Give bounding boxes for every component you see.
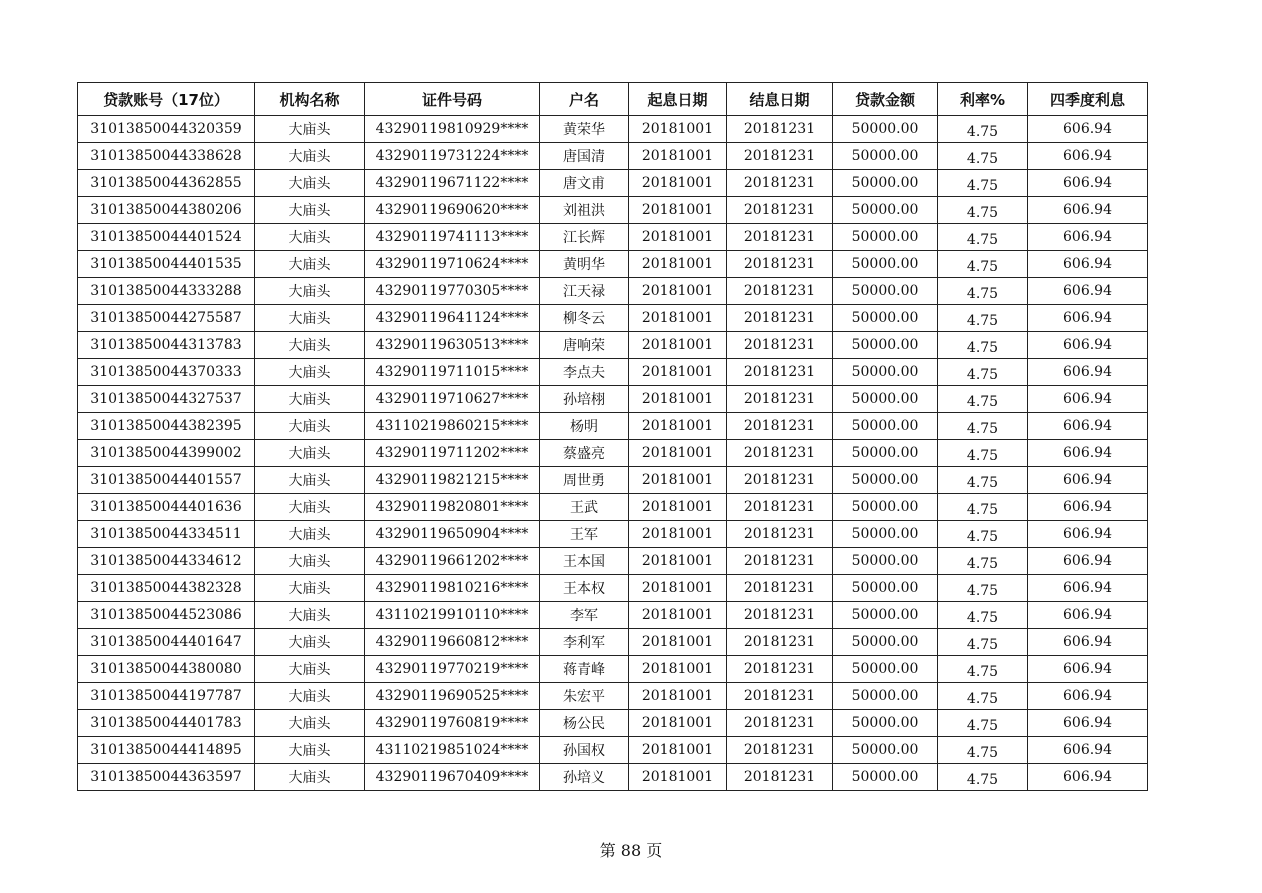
q4-interest-cell: 606.94 bbox=[1028, 440, 1148, 467]
interest-rate-value: 4.75 bbox=[966, 664, 999, 680]
header-interest-rate: 利率% bbox=[938, 83, 1028, 116]
table-row bbox=[78, 116, 1148, 143]
loan-account-cell: 31013850044401783 bbox=[78, 710, 255, 737]
q4-interest-cell: 606.94 bbox=[1028, 602, 1148, 629]
account-name-cell: 孙培栩 bbox=[540, 386, 629, 413]
loan-amount-cell: 50000.00 bbox=[833, 116, 938, 143]
start-date-cell: 20181001 bbox=[629, 332, 727, 359]
q4-interest-cell: 606.94 bbox=[1028, 575, 1148, 602]
interest-rate-cell bbox=[938, 386, 1028, 413]
loan-amount-cell: 50000.00 bbox=[833, 197, 938, 224]
table-row bbox=[78, 548, 1148, 575]
end-date-cell: 20181231 bbox=[727, 575, 833, 602]
header-loan-account: 贷款账号（17位） bbox=[78, 83, 255, 116]
interest-rate-value: 4.75 bbox=[966, 205, 999, 221]
account-name-cell: 孙国权 bbox=[540, 737, 629, 764]
start-date-cell: 20181001 bbox=[629, 251, 727, 278]
header-id-number: 证件号码 bbox=[365, 83, 540, 116]
interest-rate-value: 4.75 bbox=[966, 745, 999, 761]
interest-rate-value: 4.75 bbox=[966, 583, 999, 599]
loan-account-cell: 31013850044327537 bbox=[78, 386, 255, 413]
loan-amount-cell: 50000.00 bbox=[833, 305, 938, 332]
start-date-cell: 20181001 bbox=[629, 224, 727, 251]
loan-account-cell: 31013850044320359 bbox=[78, 116, 255, 143]
end-date-cell: 20181231 bbox=[727, 602, 833, 629]
institution-cell: 大庙头 bbox=[255, 386, 365, 413]
account-name-cell: 刘祖洪 bbox=[540, 197, 629, 224]
id-number-cell: 43290119630513**** bbox=[365, 332, 540, 359]
loan-account-cell: 31013850044380080 bbox=[78, 656, 255, 683]
institution-cell: 大庙头 bbox=[255, 170, 365, 197]
interest-rate-value: 4.75 bbox=[966, 367, 999, 383]
table-row bbox=[78, 494, 1148, 521]
loan-account-cell: 31013850044370333 bbox=[78, 359, 255, 386]
loan-account-cell: 31013850044401636 bbox=[78, 494, 255, 521]
id-number-cell: 43110219851024**** bbox=[365, 737, 540, 764]
header-loan-amount: 贷款金额 bbox=[833, 83, 938, 116]
loan-account-cell: 31013850044399002 bbox=[78, 440, 255, 467]
loan-amount-cell: 50000.00 bbox=[833, 251, 938, 278]
end-date-cell: 20181231 bbox=[727, 170, 833, 197]
interest-rate-cell bbox=[938, 494, 1028, 521]
loan-amount-cell: 50000.00 bbox=[833, 602, 938, 629]
loan-amount-cell: 50000.00 bbox=[833, 629, 938, 656]
start-date-cell: 20181001 bbox=[629, 143, 727, 170]
start-date-cell: 20181001 bbox=[629, 656, 727, 683]
interest-rate-cell bbox=[938, 467, 1028, 494]
start-date-cell: 20181001 bbox=[629, 548, 727, 575]
header-account-name: 户名 bbox=[540, 83, 629, 116]
q4-interest-cell: 606.94 bbox=[1028, 197, 1148, 224]
end-date-cell: 20181231 bbox=[727, 710, 833, 737]
loan-amount-cell: 50000.00 bbox=[833, 683, 938, 710]
id-number-cell: 43110219910110**** bbox=[365, 602, 540, 629]
end-date-cell: 20181231 bbox=[727, 305, 833, 332]
institution-cell: 大庙头 bbox=[255, 224, 365, 251]
start-date-cell: 20181001 bbox=[629, 575, 727, 602]
table-row bbox=[78, 440, 1148, 467]
table-row bbox=[78, 656, 1148, 683]
header-end-date: 结息日期 bbox=[727, 83, 833, 116]
account-name-cell: 王本权 bbox=[540, 575, 629, 602]
interest-rate-cell bbox=[938, 683, 1028, 710]
loan-amount-cell: 50000.00 bbox=[833, 656, 938, 683]
interest-rate-cell bbox=[938, 278, 1028, 305]
loan-amount-cell: 50000.00 bbox=[833, 413, 938, 440]
start-date-cell: 20181001 bbox=[629, 170, 727, 197]
interest-rate-cell bbox=[938, 602, 1028, 629]
loan-amount-cell: 50000.00 bbox=[833, 764, 938, 791]
q4-interest-cell: 606.94 bbox=[1028, 224, 1148, 251]
table-row bbox=[78, 413, 1148, 440]
q4-interest-cell: 606.94 bbox=[1028, 494, 1148, 521]
table-row bbox=[78, 359, 1148, 386]
interest-rate-value: 4.75 bbox=[966, 232, 999, 248]
loan-account-cell: 31013850044380206 bbox=[78, 197, 255, 224]
interest-rate-cell bbox=[938, 575, 1028, 602]
account-name-cell: 黄明华 bbox=[540, 251, 629, 278]
id-number-cell: 43290119760819**** bbox=[365, 710, 540, 737]
table-row bbox=[78, 602, 1148, 629]
table-row bbox=[78, 710, 1148, 737]
q4-interest-cell: 606.94 bbox=[1028, 683, 1148, 710]
interest-rate-value: 4.75 bbox=[966, 637, 999, 653]
end-date-cell: 20181231 bbox=[727, 359, 833, 386]
start-date-cell: 20181001 bbox=[629, 764, 727, 791]
start-date-cell: 20181001 bbox=[629, 305, 727, 332]
institution-cell: 大庙头 bbox=[255, 278, 365, 305]
q4-interest-cell: 606.94 bbox=[1028, 278, 1148, 305]
header-start-date: 起息日期 bbox=[629, 83, 727, 116]
loan-amount-cell: 50000.00 bbox=[833, 548, 938, 575]
interest-rate-cell bbox=[938, 224, 1028, 251]
end-date-cell: 20181231 bbox=[727, 143, 833, 170]
interest-rate-value: 4.75 bbox=[966, 151, 999, 167]
loan-account-cell: 31013850044275587 bbox=[78, 305, 255, 332]
interest-rate-value: 4.75 bbox=[966, 772, 999, 788]
interest-rate-cell bbox=[938, 332, 1028, 359]
institution-cell: 大庙头 bbox=[255, 251, 365, 278]
loan-amount-cell: 50000.00 bbox=[833, 224, 938, 251]
start-date-cell: 20181001 bbox=[629, 386, 727, 413]
institution-cell: 大庙头 bbox=[255, 359, 365, 386]
loan-amount-cell: 50000.00 bbox=[833, 278, 938, 305]
institution-cell: 大庙头 bbox=[255, 521, 365, 548]
q4-interest-cell: 606.94 bbox=[1028, 548, 1148, 575]
institution-cell: 大庙头 bbox=[255, 764, 365, 791]
interest-rate-cell bbox=[938, 710, 1028, 737]
institution-cell: 大庙头 bbox=[255, 413, 365, 440]
loan-account-cell: 31013850044362855 bbox=[78, 170, 255, 197]
institution-cell: 大庙头 bbox=[255, 737, 365, 764]
id-number-cell: 43290119690620**** bbox=[365, 197, 540, 224]
id-number-cell: 43290119660812**** bbox=[365, 629, 540, 656]
end-date-cell: 20181231 bbox=[727, 224, 833, 251]
end-date-cell: 20181231 bbox=[727, 332, 833, 359]
loan-account-cell: 31013850044414895 bbox=[78, 737, 255, 764]
account-name-cell: 蒋青峰 bbox=[540, 656, 629, 683]
institution-cell: 大庙头 bbox=[255, 143, 365, 170]
table-row bbox=[78, 332, 1148, 359]
table-row bbox=[78, 170, 1148, 197]
account-name-cell: 周世勇 bbox=[540, 467, 629, 494]
end-date-cell: 20181231 bbox=[727, 629, 833, 656]
q4-interest-cell: 606.94 bbox=[1028, 467, 1148, 494]
end-date-cell: 20181231 bbox=[727, 440, 833, 467]
account-name-cell: 王本国 bbox=[540, 548, 629, 575]
id-number-cell: 43290119820801**** bbox=[365, 494, 540, 521]
interest-rate-cell bbox=[938, 764, 1028, 791]
interest-rate-value: 4.75 bbox=[966, 421, 999, 437]
id-number-cell: 43290119690525**** bbox=[365, 683, 540, 710]
header-institution: 机构名称 bbox=[255, 83, 365, 116]
loan-amount-cell: 50000.00 bbox=[833, 737, 938, 764]
institution-cell: 大庙头 bbox=[255, 656, 365, 683]
account-name-cell: 杨公民 bbox=[540, 710, 629, 737]
interest-rate-cell bbox=[938, 170, 1028, 197]
loan-account-cell: 31013850044382328 bbox=[78, 575, 255, 602]
institution-cell: 大庙头 bbox=[255, 602, 365, 629]
id-number-cell: 43290119810216**** bbox=[365, 575, 540, 602]
table-row bbox=[78, 251, 1148, 278]
loan-account-cell: 31013850044334511 bbox=[78, 521, 255, 548]
interest-rate-cell bbox=[938, 197, 1028, 224]
q4-interest-cell: 606.94 bbox=[1028, 413, 1148, 440]
loan-amount-cell: 50000.00 bbox=[833, 386, 938, 413]
start-date-cell: 20181001 bbox=[629, 629, 727, 656]
id-number-cell: 43290119661202**** bbox=[365, 548, 540, 575]
interest-rate-value: 4.75 bbox=[966, 502, 999, 518]
start-date-cell: 20181001 bbox=[629, 710, 727, 737]
interest-rate-value: 4.75 bbox=[966, 691, 999, 707]
q4-interest-cell: 606.94 bbox=[1028, 116, 1148, 143]
loan-account-cell: 31013850044401647 bbox=[78, 629, 255, 656]
account-name-cell: 江长辉 bbox=[540, 224, 629, 251]
loan-amount-cell: 50000.00 bbox=[833, 332, 938, 359]
table-row bbox=[78, 278, 1148, 305]
account-name-cell: 江天禄 bbox=[540, 278, 629, 305]
interest-rate-value: 4.75 bbox=[966, 340, 999, 356]
interest-rate-value: 4.75 bbox=[966, 394, 999, 410]
id-number-cell: 43290119731224**** bbox=[365, 143, 540, 170]
interest-rate-cell bbox=[938, 116, 1028, 143]
account-name-cell: 朱宏平 bbox=[540, 683, 629, 710]
end-date-cell: 20181231 bbox=[727, 494, 833, 521]
loan-interest-table bbox=[77, 82, 1148, 791]
start-date-cell: 20181001 bbox=[629, 278, 727, 305]
loan-amount-cell: 50000.00 bbox=[833, 359, 938, 386]
q4-interest-cell: 606.94 bbox=[1028, 656, 1148, 683]
table-row bbox=[78, 143, 1148, 170]
id-number-cell: 43290119810929**** bbox=[365, 116, 540, 143]
table-header-row bbox=[78, 83, 1148, 116]
institution-cell: 大庙头 bbox=[255, 467, 365, 494]
end-date-cell: 20181231 bbox=[727, 197, 833, 224]
end-date-cell: 20181231 bbox=[727, 467, 833, 494]
table-row bbox=[78, 764, 1148, 791]
loan-account-cell: 31013850044382395 bbox=[78, 413, 255, 440]
interest-rate-cell bbox=[938, 440, 1028, 467]
institution-cell: 大庙头 bbox=[255, 710, 365, 737]
end-date-cell: 20181231 bbox=[727, 386, 833, 413]
end-date-cell: 20181231 bbox=[727, 251, 833, 278]
loan-account-cell: 31013850044313783 bbox=[78, 332, 255, 359]
account-name-cell: 柳冬云 bbox=[540, 305, 629, 332]
interest-rate-value: 4.75 bbox=[966, 178, 999, 194]
id-number-cell: 43290119711202**** bbox=[365, 440, 540, 467]
table-row bbox=[78, 305, 1148, 332]
end-date-cell: 20181231 bbox=[727, 116, 833, 143]
start-date-cell: 20181001 bbox=[629, 602, 727, 629]
id-number-cell: 43290119821215**** bbox=[365, 467, 540, 494]
interest-rate-value: 4.75 bbox=[966, 529, 999, 545]
loan-account-cell: 31013850044333288 bbox=[78, 278, 255, 305]
loan-amount-cell: 50000.00 bbox=[833, 440, 938, 467]
interest-rate-value: 4.75 bbox=[966, 259, 999, 275]
account-name-cell: 王武 bbox=[540, 494, 629, 521]
loan-amount-cell: 50000.00 bbox=[833, 575, 938, 602]
account-name-cell: 唐国清 bbox=[540, 143, 629, 170]
interest-rate-cell bbox=[938, 251, 1028, 278]
start-date-cell: 20181001 bbox=[629, 413, 727, 440]
id-number-cell: 43110219860215**** bbox=[365, 413, 540, 440]
institution-cell: 大庙头 bbox=[255, 548, 365, 575]
q4-interest-cell: 606.94 bbox=[1028, 143, 1148, 170]
end-date-cell: 20181231 bbox=[727, 683, 833, 710]
end-date-cell: 20181231 bbox=[727, 656, 833, 683]
table-row bbox=[78, 575, 1148, 602]
table-row bbox=[78, 386, 1148, 413]
account-name-cell: 孙培义 bbox=[540, 764, 629, 791]
start-date-cell: 20181001 bbox=[629, 494, 727, 521]
end-date-cell: 20181231 bbox=[727, 737, 833, 764]
id-number-cell: 43290119710624**** bbox=[365, 251, 540, 278]
loan-account-cell: 31013850044401557 bbox=[78, 467, 255, 494]
account-name-cell: 李利军 bbox=[540, 629, 629, 656]
start-date-cell: 20181001 bbox=[629, 359, 727, 386]
id-number-cell: 43290119770219**** bbox=[365, 656, 540, 683]
q4-interest-cell: 606.94 bbox=[1028, 629, 1148, 656]
id-number-cell: 43290119741113**** bbox=[365, 224, 540, 251]
start-date-cell: 20181001 bbox=[629, 440, 727, 467]
id-number-cell: 43290119670409**** bbox=[365, 764, 540, 791]
start-date-cell: 20181001 bbox=[629, 116, 727, 143]
start-date-cell: 20181001 bbox=[629, 467, 727, 494]
interest-rate-cell bbox=[938, 521, 1028, 548]
interest-rate-cell bbox=[938, 548, 1028, 575]
end-date-cell: 20181231 bbox=[727, 278, 833, 305]
loan-account-cell: 31013850044523086 bbox=[78, 602, 255, 629]
institution-cell: 大庙头 bbox=[255, 683, 365, 710]
table-row bbox=[78, 683, 1148, 710]
loan-amount-cell: 50000.00 bbox=[833, 710, 938, 737]
end-date-cell: 20181231 bbox=[727, 521, 833, 548]
interest-rate-value: 4.75 bbox=[966, 124, 999, 140]
interest-rate-cell bbox=[938, 629, 1028, 656]
loan-account-cell: 31013850044401535 bbox=[78, 251, 255, 278]
interest-rate-value: 4.75 bbox=[966, 610, 999, 626]
table-row bbox=[78, 629, 1148, 656]
interest-rate-cell bbox=[938, 737, 1028, 764]
loan-account-cell: 31013850044363597 bbox=[78, 764, 255, 791]
account-name-cell: 李点夫 bbox=[540, 359, 629, 386]
loan-amount-cell: 50000.00 bbox=[833, 170, 938, 197]
q4-interest-cell: 606.94 bbox=[1028, 737, 1148, 764]
interest-rate-value: 4.75 bbox=[966, 313, 999, 329]
account-name-cell: 唐文甫 bbox=[540, 170, 629, 197]
institution-cell: 大庙头 bbox=[255, 440, 365, 467]
id-number-cell: 43290119711015**** bbox=[365, 359, 540, 386]
id-number-cell: 43290119641124**** bbox=[365, 305, 540, 332]
institution-cell: 大庙头 bbox=[255, 197, 365, 224]
loan-amount-cell: 50000.00 bbox=[833, 521, 938, 548]
interest-rate-value: 4.75 bbox=[966, 718, 999, 734]
account-name-cell: 杨明 bbox=[540, 413, 629, 440]
account-name-cell: 蔡盛亮 bbox=[540, 440, 629, 467]
table-row bbox=[78, 737, 1148, 764]
account-name-cell: 黄荣华 bbox=[540, 116, 629, 143]
start-date-cell: 20181001 bbox=[629, 197, 727, 224]
institution-cell: 大庙头 bbox=[255, 332, 365, 359]
q4-interest-cell: 606.94 bbox=[1028, 521, 1148, 548]
end-date-cell: 20181231 bbox=[727, 548, 833, 575]
q4-interest-cell: 606.94 bbox=[1028, 710, 1148, 737]
loan-account-cell: 31013850044338628 bbox=[78, 143, 255, 170]
q4-interest-cell: 606.94 bbox=[1028, 305, 1148, 332]
end-date-cell: 20181231 bbox=[727, 413, 833, 440]
id-number-cell: 43290119650904**** bbox=[365, 521, 540, 548]
start-date-cell: 20181001 bbox=[629, 521, 727, 548]
q4-interest-cell: 606.94 bbox=[1028, 764, 1148, 791]
q4-interest-cell: 606.94 bbox=[1028, 170, 1148, 197]
id-number-cell: 43290119710627**** bbox=[365, 386, 540, 413]
interest-rate-cell bbox=[938, 143, 1028, 170]
interest-rate-cell bbox=[938, 305, 1028, 332]
start-date-cell: 20181001 bbox=[629, 737, 727, 764]
account-name-cell: 王军 bbox=[540, 521, 629, 548]
start-date-cell: 20181001 bbox=[629, 683, 727, 710]
institution-cell: 大庙头 bbox=[255, 494, 365, 521]
loan-account-cell: 31013850044334612 bbox=[78, 548, 255, 575]
q4-interest-cell: 606.94 bbox=[1028, 386, 1148, 413]
end-date-cell: 20181231 bbox=[727, 764, 833, 791]
page-number: 第 88 页 bbox=[599, 841, 663, 860]
loan-amount-cell: 50000.00 bbox=[833, 143, 938, 170]
table-row bbox=[78, 224, 1148, 251]
account-name-cell: 唐响荣 bbox=[540, 332, 629, 359]
interest-rate-value: 4.75 bbox=[966, 475, 999, 491]
interest-rate-value: 4.75 bbox=[966, 556, 999, 572]
loan-account-cell: 31013850044401524 bbox=[78, 224, 255, 251]
id-number-cell: 43290119671122**** bbox=[365, 170, 540, 197]
q4-interest-cell: 606.94 bbox=[1028, 359, 1148, 386]
interest-rate-cell bbox=[938, 359, 1028, 386]
institution-cell: 大庙头 bbox=[255, 629, 365, 656]
institution-cell: 大庙头 bbox=[255, 575, 365, 602]
loan-amount-cell: 50000.00 bbox=[833, 467, 938, 494]
account-name-cell: 李军 bbox=[540, 602, 629, 629]
interest-rate-cell bbox=[938, 413, 1028, 440]
table-row bbox=[78, 197, 1148, 224]
id-number-cell: 43290119770305**** bbox=[365, 278, 540, 305]
q4-interest-cell: 606.94 bbox=[1028, 332, 1148, 359]
header-q4-interest: 四季度利息 bbox=[1028, 83, 1148, 116]
interest-rate-value: 4.75 bbox=[966, 448, 999, 464]
table-row bbox=[78, 521, 1148, 548]
interest-rate-value: 4.75 bbox=[966, 286, 999, 302]
loan-account-cell: 31013850044197787 bbox=[78, 683, 255, 710]
interest-rate-cell bbox=[938, 656, 1028, 683]
table-row bbox=[78, 467, 1148, 494]
institution-cell: 大庙头 bbox=[255, 305, 365, 332]
q4-interest-cell: 606.94 bbox=[1028, 251, 1148, 278]
institution-cell: 大庙头 bbox=[255, 116, 365, 143]
loan-amount-cell: 50000.00 bbox=[833, 494, 938, 521]
